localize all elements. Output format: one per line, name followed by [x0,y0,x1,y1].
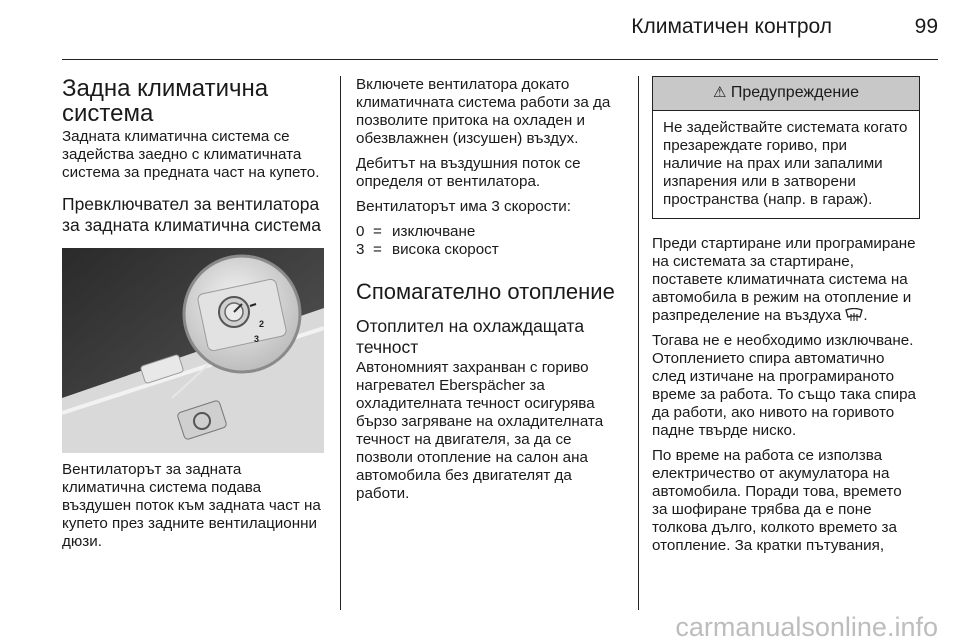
fan-switch-drawing [62,248,324,453]
header-rule [62,59,938,60]
page-header-title: Климатичен контрол [631,15,832,38]
column-middle [356,76,624,510]
speed-row [356,241,624,259]
subsection-heading: Отоплител на охлаждащата течност [356,316,585,357]
section-heading: Спомагателно отопление [356,279,615,304]
speed-list [356,223,624,259]
paragraph-text: Преди стартиране или програмиране на системата за стартиране, поставете климатичната система на автомобила в режим на отопление и разпределение на въздуха [652,235,916,324]
warning-box [652,76,920,219]
paragraph-end: . [863,307,868,324]
page-number: 99 [914,15,938,38]
warning-text: Не задействайте системата когато презареждате гориво, при наличие на прах или запалими изпарения или в затворени пространства (напр. в гараж). [663,119,908,208]
speed-key: 3 [356,241,365,258]
fan-switch-illustration [62,248,324,453]
column-right [652,76,920,562]
speed-sep: = [373,241,382,258]
figure-caption: Вентилаторът за задната климатична система подава въздушен поток към задната част на купето през задните вентилационни дюзи. [62,461,321,550]
paragraph: Автономният захранван с гориво нагревател Eberspächer за охладителната течност осигурява бързо загряване на охладителната течност на двигателя, за да се позволи отопление на салон ана автомобила без двигателят да работи. [356,359,604,502]
subsection-heading: Превключвател за вентилатора за задната климатична система [62,194,321,235]
paragraph: По време на работа се използва електричество от акумулатора на автомобила. Поради това, времето за шофиране трябва да е поне толкова дълго, колкото времето за отопление. За кратки пътувания, [652,447,902,554]
warning-title: Предупреждение [730,84,860,101]
speed-key: 0 [356,223,365,240]
paragraph: Включете вентилатора докато климатичната система работи за да позволите притока на охладен и обезвлажнен (изсушен) въздух. [356,76,611,147]
paragraph: Тогава не е необходимо изключване. Отоплението спира автоматично след изтичане на програмираното време за работа. То също така спира да работи, ако нивото на горивото падне твърде ниско. [652,332,916,439]
speed-value: изключване [392,223,476,240]
speed-value: висока скорост [392,241,499,258]
figure-label: 3 [254,334,260,344]
figure-label: 2 [259,319,265,329]
speed-sep: = [373,223,382,240]
paragraph: Вентилаторът има 3 скорости: [356,198,571,215]
section-heading: Задна климатична система [62,75,269,127]
paragraph: Дебитът на въздушния поток се определя от вентилатора. [356,155,581,190]
windshield-defrost-icon [845,308,863,322]
section-intro: Задната климатична система се задейства заедно с климатичната система за предната част на купето. [62,128,320,181]
warning-header [653,77,919,111]
column-left [62,76,327,558]
column-divider [638,76,639,610]
speed-row [356,223,624,241]
paragraph [652,235,920,325]
warning-triangle-icon: ⚠ [712,84,727,101]
column-divider [340,76,341,610]
watermark: carmanualsonline.info [675,612,938,642]
